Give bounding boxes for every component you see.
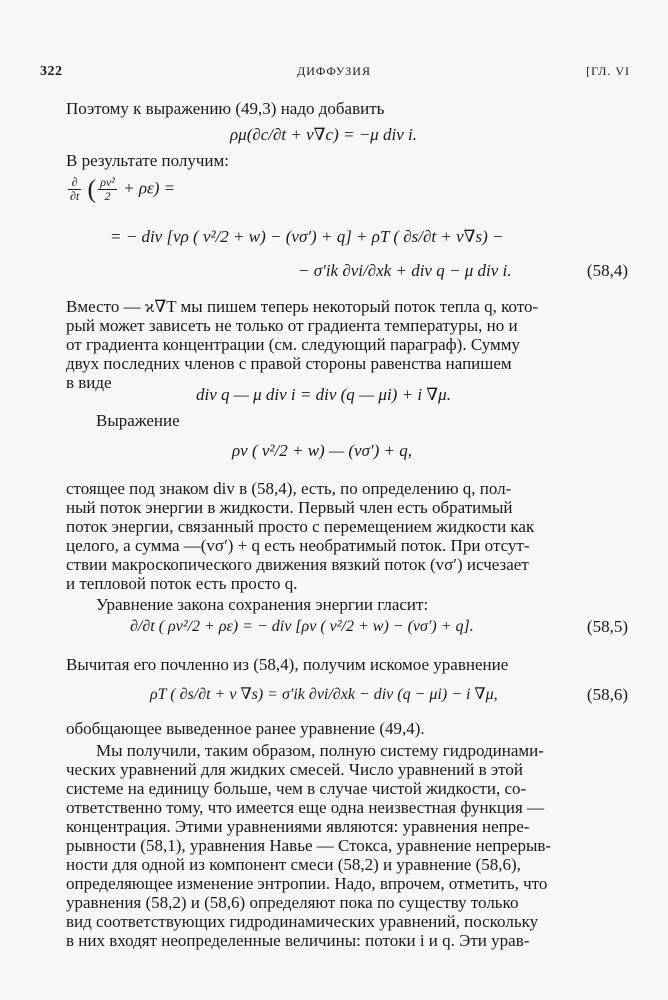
equation-58-5: ∂/∂t ( ρv²/2 + ρε) = − div [ρv ( v²/2 + w) − (vσ′) + q]. <box>130 618 474 635</box>
equation-energy-flux: ρv ( v²/2 + w) — (vσ′) + q, <box>232 441 413 460</box>
paragraph-line: целого, а сумма —(vσ′) + q есть необратимый поток. При отсут- <box>66 536 530 555</box>
frac-den: ∂t <box>70 189 80 203</box>
paragraph-line: уравнения (58,2) и (58,6) определяют пока по существу только <box>66 893 519 912</box>
paragraph-line: Вместо — ϰ∇T мы пишем теперь некоторый поток тепла q, кото- <box>66 297 539 316</box>
paragraph-line: обобщающее выведенное ранее уравнение (49,4). <box>66 719 425 738</box>
paragraph-line: Мы получили, таким образом, полную систему гидродинами- <box>96 741 544 760</box>
paragraph-line: Уравнение закона сохранения энергии гласит: <box>96 595 429 614</box>
equation-58-4-line-1: $\frac{\partial}{\partial t}$ ( $\frac{\text{ρv²}}{2}$ + ρε) = <box>70 174 176 204</box>
paragraph-line: ности для одной из компонент смеси (58,2) и уравнение (58,6), <box>66 855 521 874</box>
frac-num: ∂ <box>68 176 81 190</box>
paragraph-line: ствии макроскопического движения вязкий поток (vσ′) исчезает <box>66 555 529 574</box>
paragraph-line: концентрация. Этими уравнениями являются: уравнения непре- <box>66 817 530 836</box>
equation-58-6: ρT ( ∂s/∂t + v ∇s) = σ′ik ∂vi/∂xk − div (q − μi) − i ∇μ, <box>150 686 498 703</box>
running-title: ДИФФУЗИЯ <box>297 64 371 78</box>
chapter-label: [ГЛ. VI <box>586 64 630 78</box>
paragraph-line: ответственно тому, что имеется еще одна неизвестная функция — <box>66 798 545 817</box>
paragraph-line: ческих уравнений для жидких смесей. Число уравнений в этой <box>66 760 523 779</box>
equation-58-4-line-2: = − div [vρ ( v²/2 + w) − (vσ′) + q] + ρT ( ∂s/∂t + v∇s) − <box>110 227 504 246</box>
frac-den: 2 <box>104 189 111 203</box>
frac-num: ρv² <box>100 175 115 189</box>
paragraph-line: стоящее под знаком div в (58,4), есть, по определению q, пол- <box>66 479 512 498</box>
paragraph-line: системе на единицу больше, чем в случае чистой жидкости, со- <box>66 779 527 798</box>
paragraph-line: двух последних членов с правой стороны равенства напишем <box>66 354 512 373</box>
paragraph-line: ный поток энергии в жидкости. Первый член есть обратимый <box>66 498 513 517</box>
equation-number-58-6: (58,6) <box>586 685 628 704</box>
equation-div-identity: div q — μ div i = div (q — μi) + i ∇μ. <box>196 385 451 404</box>
paragraph-line: от градиента концентрации (см. следующий параграф). Сумму <box>66 335 521 354</box>
equation-number-58-4: (58,4) <box>586 261 628 280</box>
paragraph-line: рывности (58,1), уравнения Навье — Стокса, уравнение непрерыв- <box>66 836 552 855</box>
paragraph-line: В результате получим: <box>66 151 229 170</box>
paragraph-line: в виде <box>66 373 112 392</box>
paragraph-line: Вычитая его почленно из (58,4), получим искомое уравнение <box>66 655 509 674</box>
paragraph-line: рый может зависеть не только от градиента температуры, но и <box>66 316 518 335</box>
page-number: 322 <box>40 64 63 79</box>
paragraph-line: Выражение <box>96 411 180 430</box>
paragraph-line: поток энергии, связанный просто с перемещением жидкости как <box>66 517 535 536</box>
equation-49-3-addition: ρμ(∂c/∂t + v∇c) = −μ div i. <box>230 125 417 144</box>
paragraph-line: в них входят неопределенные величины: потоки i и q. Эти урав- <box>66 931 530 950</box>
paragraph-line: Поэтому к выражению (49,3) надо добавить <box>66 99 385 118</box>
equation-number-58-5: (58,5) <box>586 617 628 636</box>
paragraph-line: вид соответствующих гидродинамических уравнений, поскольку <box>66 912 539 931</box>
paragraph-line: определяющее изменение энтропии. Надо, впрочем, отметить, что <box>66 874 548 893</box>
equation-58-4-line-3: − σ′ik ∂vi/∂xk + div q − μ div i. <box>298 261 512 280</box>
paragraph-line: и тепловой поток есть просто q. <box>66 574 298 593</box>
eq-tail: + ρε) = <box>123 178 176 198</box>
